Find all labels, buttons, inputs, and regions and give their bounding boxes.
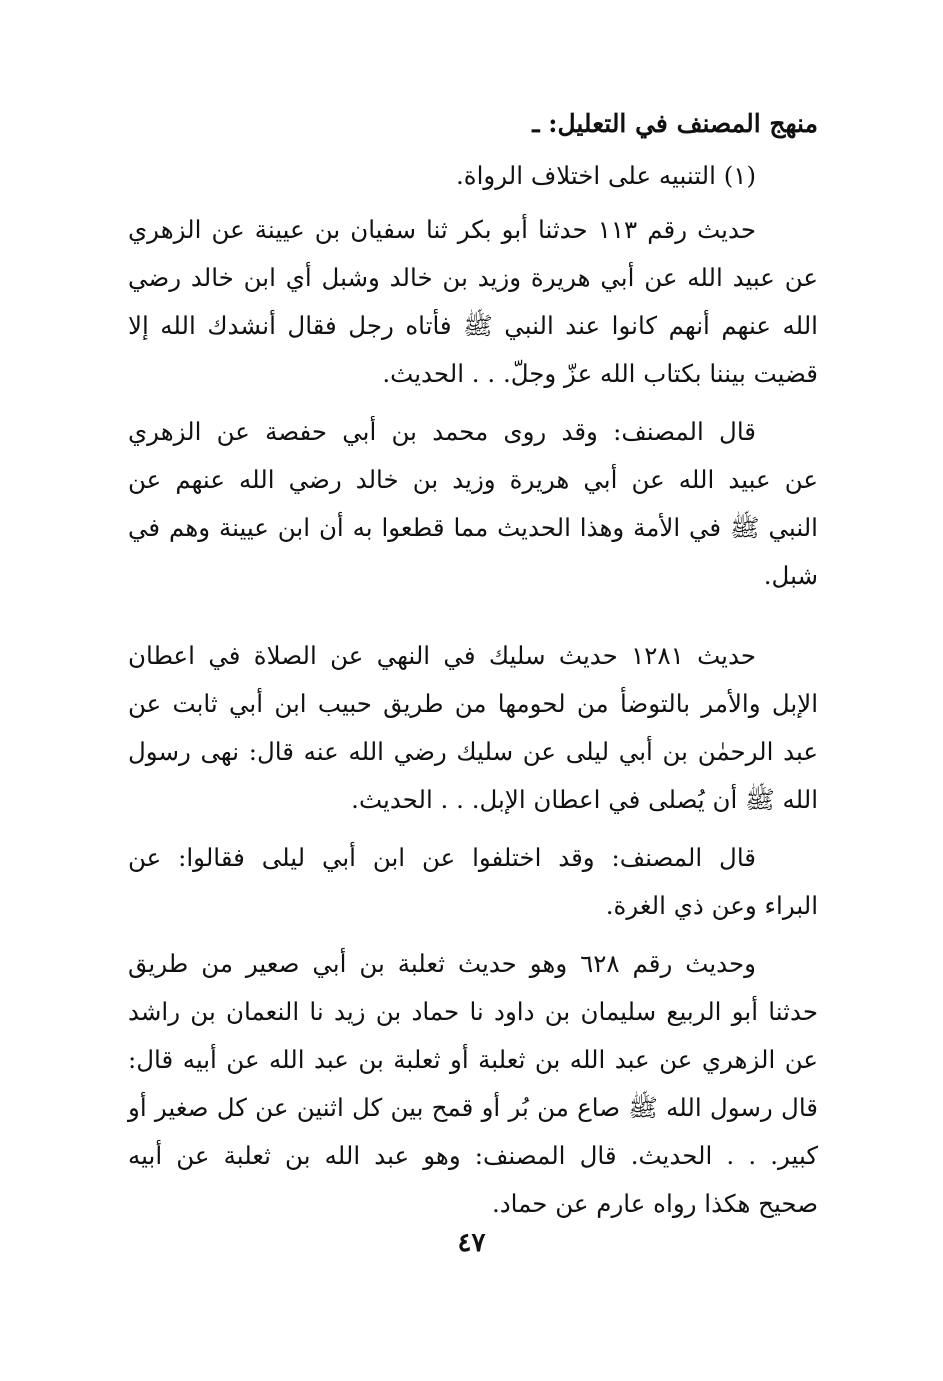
- paragraph-line: قضيت بيننا بكتاب الله عزّ وجلّ. . . الحديث.: [382, 359, 818, 388]
- page-number: ٤٧: [457, 1228, 486, 1258]
- paragraph-line: حديث رقم ١١٣ حدثنا أبو بكر ثنا سفيان بن عيينة عن الزهري: [128, 215, 756, 244]
- section-heading: منهج المصنف في التعليل: ـ: [532, 109, 818, 138]
- spacer: [128, 610, 818, 632]
- subsection-heading: (١) التنبيه على اختلاف الرواة.: [456, 161, 756, 190]
- paragraph-line: عن الزهري عن عبد الله بن ثعلبة أو ثعلبة بن عبد الله عن أبيه قال:: [128, 1045, 818, 1074]
- paragraph-line: الله عنهم أنهم كانوا عند النبي ﷺ فأتاه رجل فقال أنشدك الله إلا: [128, 311, 818, 340]
- paragraph-line: صحيح هكذا رواه عارم عن حماد.: [491, 1189, 818, 1218]
- paragraph-line: قال رسول الله ﷺ صاع من بُر أو قمح بين كل اثنين عن كل صغير أو: [128, 1093, 818, 1122]
- paragraph-line: الإبل والأمر بالتوضأ من لحومها من طريق حبيب ابن أبي ثابت عن: [128, 689, 818, 718]
- paragraph-line: الله ﷺ أن يُصلى في اعطان الإبل. . . الحديث.: [351, 785, 818, 814]
- paragraph-hadith-628: [128, 940, 818, 1228]
- paragraph-line: النبي ﷺ في الأمة وهذا الحديث مما قطعوا به أن ابن عيينة وهم في: [128, 513, 818, 542]
- paragraph-hadith-113: [128, 206, 818, 398]
- paragraph-line: قال المصنف: وقد اختلفوا عن ابن أبي ليلى فقالوا: عن: [128, 843, 756, 872]
- paragraph-hadith-1281: [128, 632, 818, 824]
- paragraph-line: عن عبيد الله عن أبي هريرة وزيد بن خالد رضي الله عنهم عن: [128, 465, 818, 494]
- paragraph-line: البراء وعن ذي الغرة.: [605, 891, 818, 920]
- paragraph-line: كبير. . . الحديث. قال المصنف: وهو عبد الله بن ثعلبة عن أبيه: [128, 1141, 818, 1170]
- paragraph-line: قال المصنف: وقد روى محمد بن أبي حفصة عن الزهري: [128, 417, 756, 446]
- paragraph-line: حديث ١٢٨١ حديث سليك في النهي عن الصلاة في اعطان: [128, 641, 757, 670]
- paragraph-author-comment-2: [128, 834, 818, 930]
- paragraph-line: عن عبيد الله عن أبي هريرة وزيد بن خالد وشبل أي ابن خالد رضي: [128, 263, 818, 292]
- paragraph-author-comment-1: [128, 408, 818, 600]
- paragraph-line: حدثنا أبو الربيع سليمان بن داود نا حماد بن زيد نا النعمان بن راشد: [128, 997, 818, 1026]
- paragraph-line: وحديث رقم ٦٢٨ وهو حديث ثعلبة بن أبي صعير من طريق: [128, 949, 756, 978]
- paragraph-line: عبد الرحمٰن بن أبي ليلى عن سليك رضي الله عنه قال: نهى رسول: [128, 737, 818, 766]
- paragraph-line: شبل.: [763, 561, 818, 590]
- page-content: [128, 96, 818, 1238]
